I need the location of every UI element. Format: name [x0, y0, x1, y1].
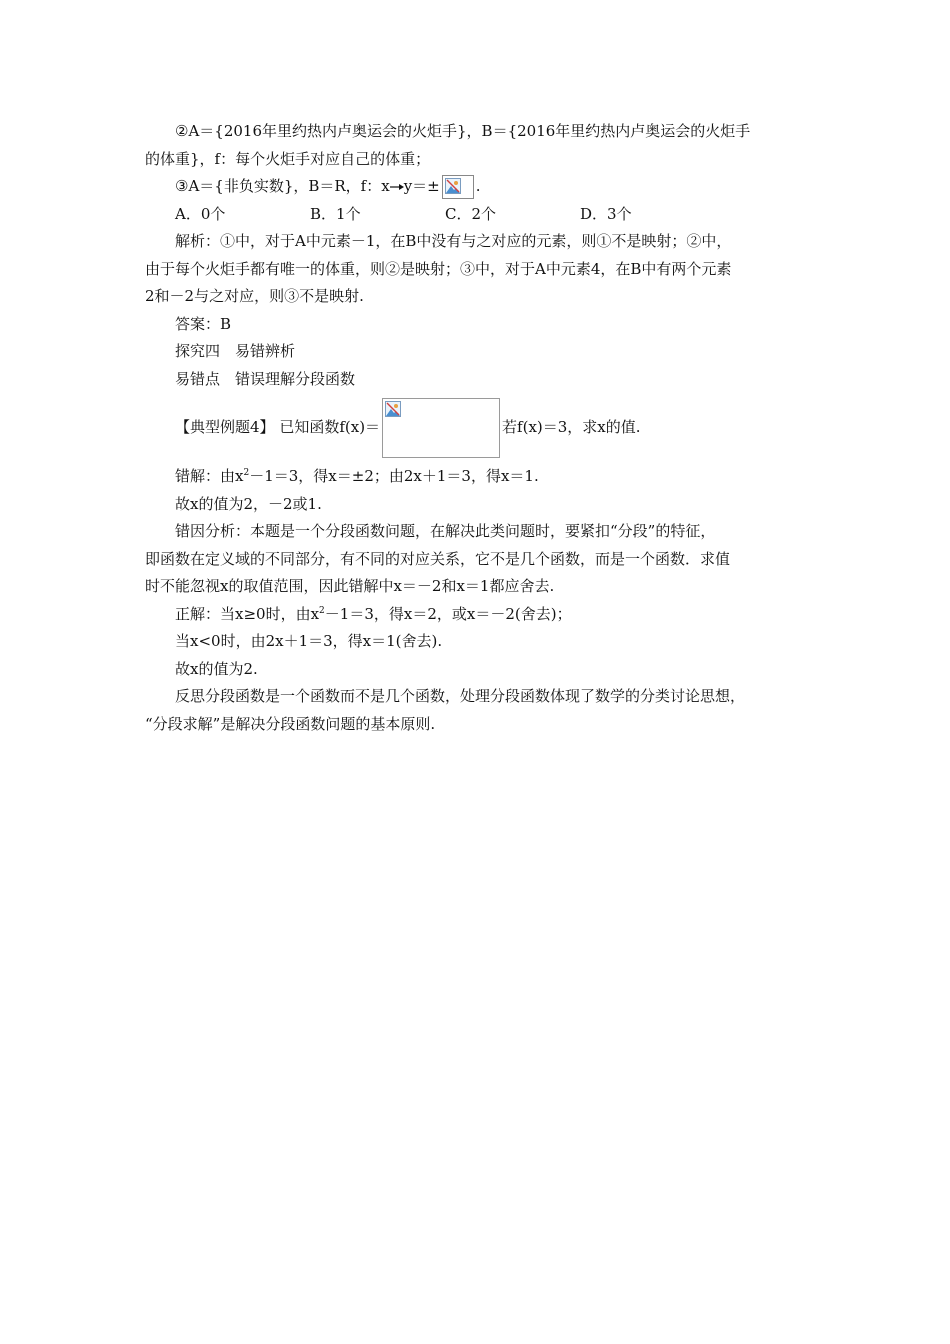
section-title: 探究四 易错辨析	[175, 342, 296, 360]
reflection-line1: 反思分段函数是一个函数而不是几个函数，处理分段函数体现了数学的分类讨论思想，	[175, 687, 746, 705]
example-line	[145, 395, 815, 461]
analysis-line1: 解析：①中，对于A中元素－1，在B中没有与之对应的元素，则①不是映射；②中，	[175, 232, 732, 250]
superscript: 2	[243, 468, 250, 478]
correct-solution-line2: 当x<0时，由2x＋1＝3，得x＝1(舍去).	[175, 632, 443, 650]
item3-middle: y＝±	[403, 177, 440, 195]
reflection-line2: “分段求解”是解决分段函数问题的基本原则.	[145, 714, 436, 733]
analysis-line2: 由于每个火炬手都有唯一的体重，则②是映射；③中，对于A中元素4，在B中有两个元素	[145, 259, 732, 278]
mapping-arrow-icon	[390, 182, 404, 192]
piecewise-function-image	[382, 398, 500, 458]
correct-solution-text-a: 正解：当x≥0时，由x	[175, 604, 320, 623]
options-row	[145, 201, 815, 229]
answer: 答案：B	[175, 314, 232, 333]
error-analysis-line3: 时不能忽视x的取值范围，因此错解中x＝－2和x＝1都应舍去.	[145, 577, 555, 595]
wrong-solution-text-b: －1＝3，得x＝±2；由2x＋1＝3，得x＝1.	[249, 467, 539, 485]
option-a: A．0个	[175, 204, 226, 223]
option-d: D．3个	[580, 204, 632, 223]
item3-line	[145, 173, 815, 201]
item2-line1: ②A＝{2016年里约热内卢奥运会的火炬手}，B＝{2016年里约热内卢奥运会的火炬手	[175, 122, 751, 140]
error-analysis-line1: 错因分析：本题是一个分段函数问题，在解决此类问题时，要紧扣“分段”的特征，	[175, 522, 716, 540]
example-label: 【典型例题4】	[175, 418, 275, 437]
option-b: B．1个	[310, 204, 361, 223]
correct-solution-line1	[145, 601, 815, 629]
broken-image-icon	[442, 175, 474, 199]
correct-solution-line3: 故x的值为2.	[175, 659, 258, 678]
item3-prefix: ③A＝{非负实数}，B＝R，f：x	[175, 177, 390, 195]
document-page	[145, 118, 815, 738]
broken-image-icon	[385, 401, 401, 417]
wrong-solution-line2: 故x的值为2，－2或1.	[175, 494, 322, 513]
wrong-solution-line1	[145, 463, 815, 491]
superscript: 2	[319, 605, 325, 616]
analysis-line3: 2和－2与之对应，则③不是映射.	[145, 287, 364, 305]
example-pre: 已知函数f(x)＝	[279, 418, 381, 437]
example-post: 若f(x)＝3，求x的值.	[502, 418, 641, 437]
item3-suffix: .	[475, 177, 481, 195]
correct-solution-text-b: －1＝3，得x＝2，或x＝－2(舍去)；	[324, 604, 572, 623]
item2-line2: 的体重}，f：每个火炬手对应自己的体重；	[145, 149, 431, 168]
option-c: C．2个	[445, 204, 497, 223]
wrong-solution-text-a: 错解：由x	[175, 467, 244, 485]
error-analysis-line2: 即函数在定义域的不同部分，有不同的对应关系，它不是几个函数，而是一个函数．求值	[145, 549, 731, 568]
subsection-title: 易错点 错误理解分段函数	[175, 369, 356, 388]
